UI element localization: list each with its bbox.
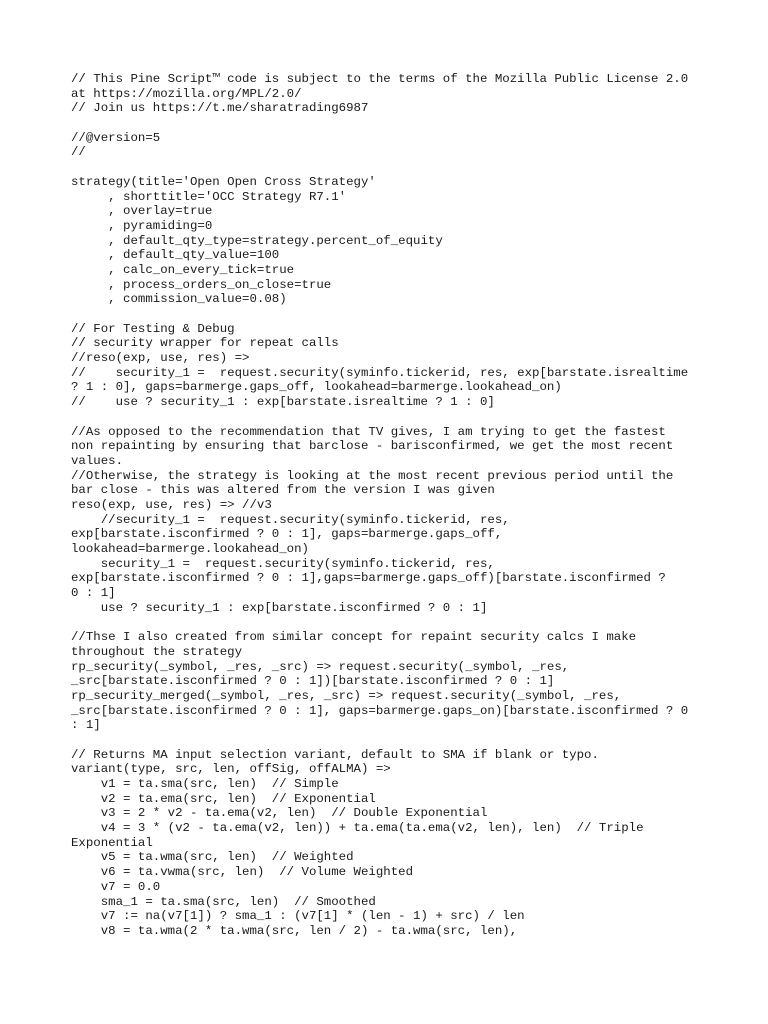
blank-line <box>71 615 711 630</box>
code-line: , shorttitle='OCC Strategy R7.1' <box>71 189 347 204</box>
code-line: // For Testing & Debug <box>71 321 235 336</box>
code-line: v8 = ta.wma(2 * ta.wma(src, len / 2) - ta.wma(src, len), <box>71 923 518 938</box>
code-line: // Join us https://t.me/sharatrading6987 <box>71 101 369 116</box>
code-line: : 1] <box>71 718 101 733</box>
code-line: , overlay=true <box>71 204 213 219</box>
code-line: , pyramiding=0 <box>71 218 213 233</box>
code-line: , commission_value=0.08) <box>71 292 287 307</box>
blank-line <box>71 307 711 322</box>
code-line: // security_1 = request.security(syminfo.tickerid, res, exp[barstate.isrealtime <box>71 365 689 380</box>
code-line: strategy(title='Open Open Cross Strategy' <box>71 174 376 189</box>
code-line: non repainting by ensuring that barclose - barisconfirmed, we get the most recent <box>71 439 674 454</box>
code-line: //As opposed to the recommendation that TV gives, I am trying to get the fastest <box>71 424 666 439</box>
code-line: // use ? security_1 : exp[barstate.isrealtime ? 1 : 0] <box>71 395 495 410</box>
code-line: v6 = ta.vwma(src, len) // Volume Weighted <box>71 865 414 880</box>
code-line: //security_1 = request.security(syminfo.tickerid, res, <box>71 512 510 527</box>
code-line: reso(exp, use, res) => //v3 <box>71 497 272 512</box>
code-line: Exponential <box>71 835 153 850</box>
blank-line <box>71 410 711 425</box>
code-line: 0 : 1] <box>71 586 116 601</box>
code-line: at https://mozilla.org/MPL/2.0/ <box>71 86 302 101</box>
code-line: bar close - this was altered from the version I was given <box>71 483 495 498</box>
code-line: //@version=5 <box>71 130 161 145</box>
code-line: lookahead=barmerge.lookahead_on) <box>71 542 309 556</box>
code-line: sma_1 = ta.sma(src, len) // Smoothed <box>71 894 376 909</box>
code-line: rp_security_merged(_symbol, _res, _src) => request.security(_symbol, _res, <box>71 688 622 703</box>
code-line: // Returns MA input selection variant, default to SMA if blank or typo. <box>71 747 599 762</box>
code-line: //Thse I also created from similar concept for repaint security calcs I make <box>71 630 637 645</box>
code-line: _src[barstate.isconfirmed ? 0 : 1])[barstate.isconfirmed ? 0 : 1] <box>71 674 555 689</box>
code-line: exp[barstate.isconfirmed ? 0 : 1],gaps=barmerge.gaps_off)[barstate.isconfirmed ? <box>71 571 666 586</box>
code-line: // <box>71 145 86 160</box>
code-line: //reso(exp, use, res) => <box>71 351 250 366</box>
code-line: v4 = 3 * (v2 - ta.ema(v2, len)) + ta.ema(ta.ema(v2, len), len) // Triple <box>71 821 644 836</box>
code-line: exp[barstate.isconfirmed ? 0 : 1], gaps=barmerge.gaps_off, <box>71 527 503 542</box>
code-line: // This Pine Script™ code is subject to the terms of the Mozilla Public License 2.0 <box>71 72 689 86</box>
code-line: //Otherwise, the strategy is looking at the most recent previous period until the <box>71 468 674 483</box>
code-line: security_1 = request.security(syminfo.tickerid, res, <box>71 556 495 571</box>
code-line: throughout the strategy <box>71 644 243 659</box>
code-line: v1 = ta.sma(src, len) // Simple <box>71 777 339 791</box>
code-line: use ? security_1 : exp[barstate.isconfirmed ? 0 : 1] <box>71 600 488 615</box>
blank-line <box>71 116 711 131</box>
code-line: rp_security(_symbol, _res, _src) => request.security(_symbol, _res, <box>71 659 570 674</box>
code-line: , calc_on_every_tick=true <box>71 262 295 277</box>
code-line: , default_qty_type=strategy.percent_of_equity <box>71 233 443 248</box>
code-line: variant(type, src, len, offSig, offALMA) => <box>71 762 391 777</box>
code-line: // security wrapper for repeat calls <box>71 336 339 351</box>
code-line: _src[barstate.isconfirmed ? 0 : 1], gaps=barmerge.gaps_on)[barstate.isconfirmed ? 0 <box>71 703 689 718</box>
code-line: v3 = 2 * v2 - ta.ema(v2, len) // Double Exponential <box>71 806 488 821</box>
code-line: v2 = ta.ema(src, len) // Exponential <box>71 791 376 806</box>
code-listing <box>71 72 711 939</box>
blank-line <box>71 160 711 175</box>
code-line: values. <box>71 453 124 468</box>
blank-line <box>71 733 711 748</box>
code-line: v5 = ta.wma(src, len) // Weighted <box>71 850 354 865</box>
code-line: , default_qty_value=100 <box>71 248 280 263</box>
code-line: ? 1 : 0], gaps=barmerge.gaps_off, lookahead=barmerge.lookahead_on) <box>71 380 562 395</box>
code-line: , process_orders_on_close=true <box>71 277 332 292</box>
code-line: v7 := na(v7[1]) ? sma_1 : (v7[1] * (len - 1) + src) / len <box>71 909 525 924</box>
code-line: v7 = 0.0 <box>71 879 161 894</box>
